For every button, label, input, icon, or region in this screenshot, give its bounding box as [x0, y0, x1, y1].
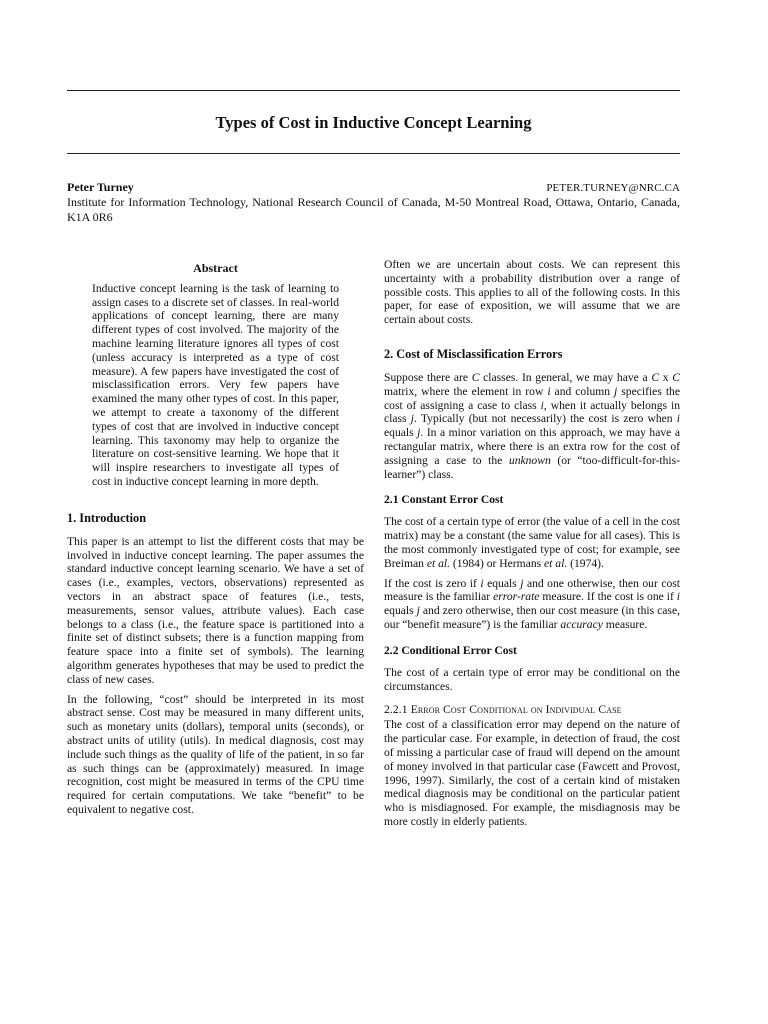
- right-column: [384, 258, 680, 835]
- author-name: Peter Turney: [67, 180, 134, 194]
- paper-title: Types of Cost in Inductive Concept Learning: [215, 113, 532, 132]
- title-bottom-rule: [67, 153, 680, 154]
- abstract-text: Inductive concept learning is the task of learning to assign cases to a discrete set of classes. In real-world applications of concept learning, there are many different types of cost involved. The majority of the machine learning literature ignores all types of cost (unless accuracy is interpreted as a type of cost measure). A few papers have investigated the cost of misclassification errors. Very few papers have examined the many other types of cost. In this paper, we attempt to create a taxonomy of the different types of cost that are involved in inductive concept learning. This taxonomy may help to organize the literature on cost-sensitive learning. We hope that it will inspire researchers to investigate all types of cost in inductive concept learning in more depth.: [92, 281, 339, 488]
- section-2-2-1-heading: 2.2.1 Error Cost Conditional on Individual Case: [384, 703, 622, 717]
- top-rule: [67, 90, 680, 91]
- section-2-2-1-paragraph: The cost of a classification error may depend on the nature of the particular case. For example, in detection of fraud, the cost of missing a particular case of fraud will depend on the amount of money involved in that particular case (Fawcett and Provost, 1996, 1997). Similarly, the cost of a certain kind of mistaken medical diagnosis may be conditional on the particular patient who is misdiagnosed. For example, the misdiagnosis may be more costly in elderly patients.: [384, 718, 680, 828]
- section-2-1-paragraph-2: If the cost is zero if i equals j and one otherwise, then our cost measure is the familiar error-rate measure. If the cost is one if i equals j and zero otherwise, then our cost measure (in this case, our “benefit measure”) is the familiar accuracy measure.: [384, 576, 681, 631]
- section-2-2-heading: 2.2 Conditional Error Cost: [384, 643, 517, 657]
- uncertainty-paragraph: Often we are uncertain about costs. We can represent this uncertainty with a probability distribution over a range of possible costs. This applies to all of the following costs. In this paper, for ease of exposition, we will assume that we are certain about costs.: [384, 258, 680, 327]
- left-column: [67, 258, 364, 823]
- section-2-paragraph: Suppose there are C classes. In general, we may have a C x C matrix, where the element in row i and column j specifies the cost of assigning a case to class i, when it actually belongs in class j. Typically (but not necessarily) the cost is zero when i equals j. In a minor variation on this approach, we may have a rectangular matrix, where there is an extra row for the cost of assigning a case to the unknown (or “too-difficult-for-this-learner”) class.: [384, 370, 681, 481]
- author-affiliation: Institute for Information Technology, National Research Council of Canada, M-50 Montreal Road, Ottawa, Ontario, Canada, K1A 0R6: [67, 195, 680, 224]
- author-email: PETER.TURNEY@NRC.CA: [546, 182, 680, 194]
- section-2-1-heading: 2.1 Constant Error Cost: [384, 493, 504, 507]
- section-2-heading: 2. Cost of Misclassification Errors: [384, 346, 563, 361]
- section-2-1-paragraph-1: The cost of a certain type of error (the value of a cell in the cost matrix) may be a constant (the same value for all cases). This is the most commonly investigated type of cost; for example, see Breiman et al. (1984) or Hermans et al. (1974).: [384, 515, 680, 570]
- abstract-block: [92, 262, 339, 489]
- section-2-2-paragraph: The cost of a certain type of error may be conditional on the circumstances.: [384, 665, 680, 693]
- abstract-heading: Abstract: [193, 261, 238, 275]
- intro-paragraph-1: This paper is an attempt to list the different costs that may be involved in inductive concept learning. The paper assumes the standard inductive concept learning scenario. We have a set of cases (i.e., examples, vectors, observations) represented as vectors in an abstract space of features (i.e., tests, measurements, sensor values, attribute values). Each case belongs to a class (i.e., the feature space is partitioned into a finite set of distinct subsets; there is a function mapping from feature space into a finite set of symbols). The learning algorithm generates hypotheses that may be used to predict the class of new cases.: [67, 534, 364, 686]
- intro-paragraph-2: In the following, “cost” should be interpreted in its most abstract sense. Cost may be measured in many different units, such as monetary units (dollars), temporal units (seconds), or abstract units of utility (utils). In medical diagnosis, cost may include such things as the quality of life of the patient, in so far as such things can be (approximately) measured. In image recognition, cost might be measured in terms of the CPU time required for certain computations. We take “benefit” to be equivalent to negative cost.: [67, 692, 364, 816]
- section-1-heading: 1. Introduction: [67, 510, 147, 525]
- author-line: [67, 180, 680, 196]
